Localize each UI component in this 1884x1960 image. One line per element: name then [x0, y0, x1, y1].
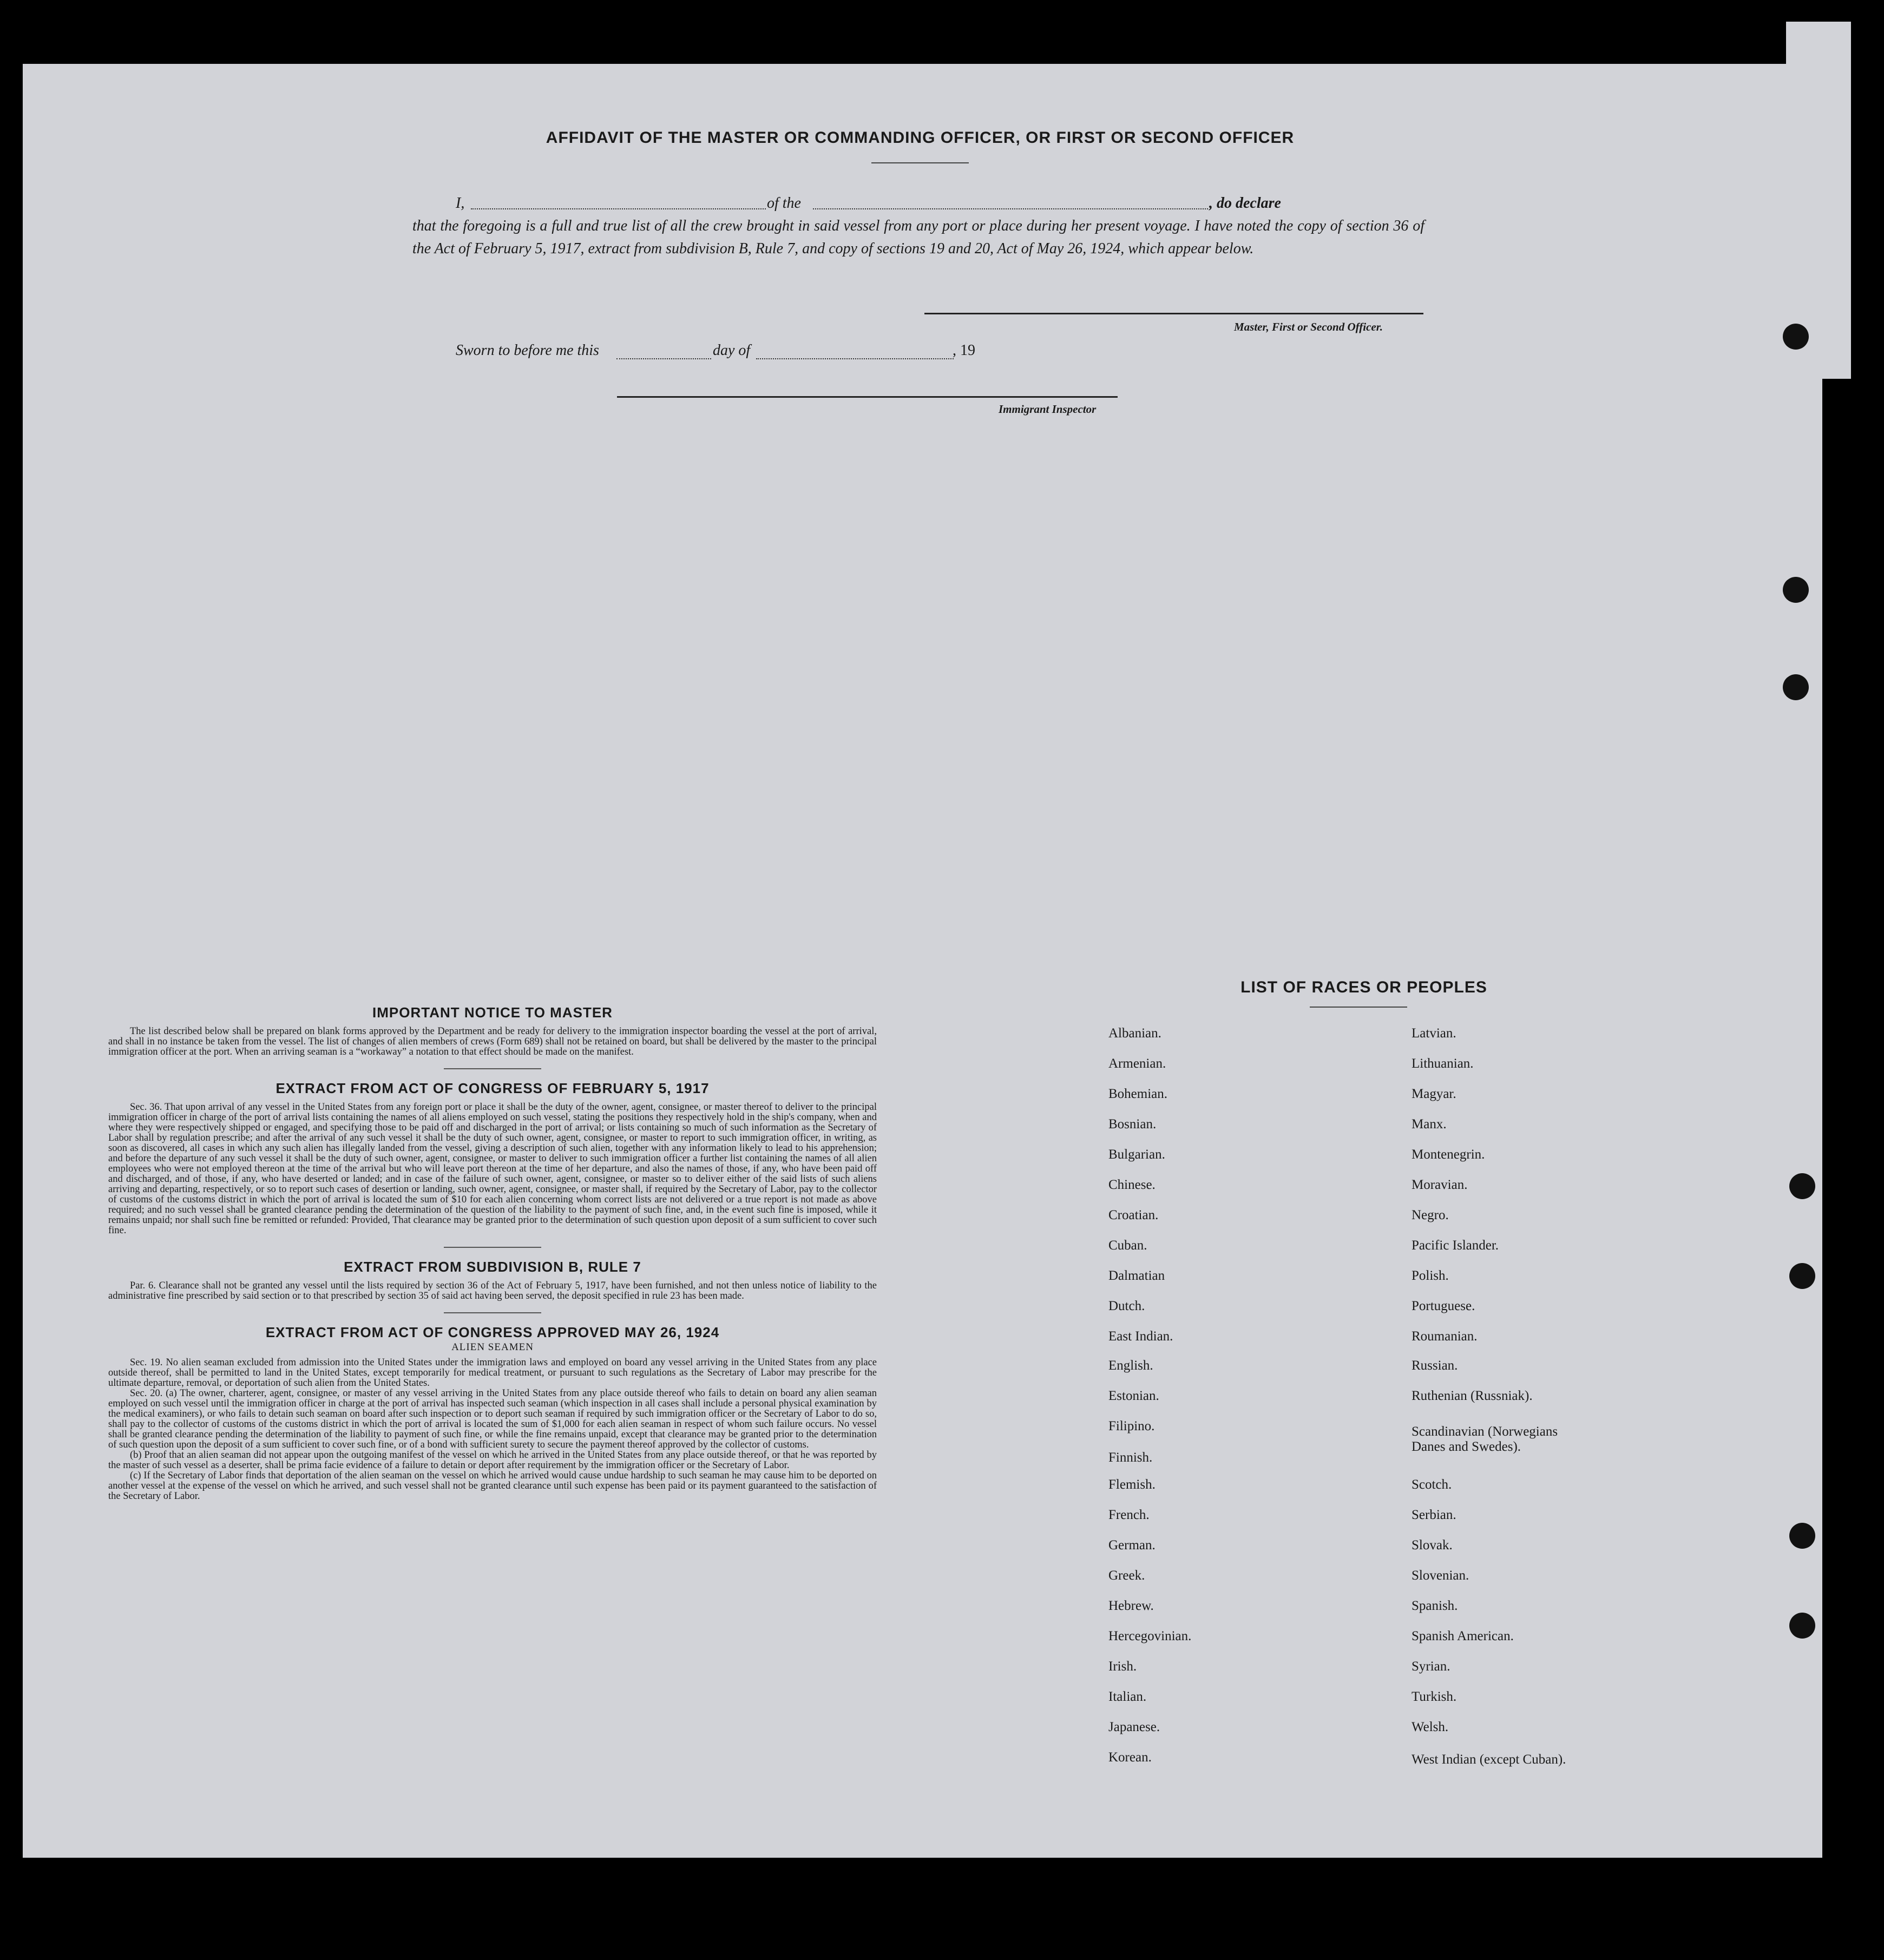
sec20b-text: (b) Proof that an alien seaman did not appear upon the outgoing manifest of the vessel on which he arrived in the United States from any place outside thereof, or that he was reported by the master of such vessel as a deserter, shall be prima facie evidence of a failure to detain or deport after requirement by the immigration officer or the Secretary of Labor. — [108, 1450, 877, 1471]
race-item: West Indian (except Cuban). — [1412, 1752, 1566, 1767]
extract-1924-title: EXTRACT FROM ACT OF CONGRESS APPROVED MAY 26, 1924 — [265, 1324, 720, 1340]
declarant-line — [412, 192, 1425, 215]
sec19-text: Sec. 19. No alien seaman excluded from admission into the United States under the immigration laws and employed on board any vessel arriving in the United States from any place outside thereof, shall be permitted to land in the United States, except temporarily for medical treatment, or pursuant to such regulations as the Secretary of Labor may prescribe for the ultimate departure, removal, or deportation of such alien from the United States. — [108, 1357, 877, 1389]
master-caption: Master, First or Second Officer. — [1234, 320, 1383, 333]
legal-notices — [108, 1004, 877, 1502]
race-item: Filipino. — [1108, 1419, 1155, 1433]
binder-hole — [1789, 1173, 1815, 1199]
race-item: Pacific Islander. — [1412, 1238, 1499, 1253]
race-item: Serbian. — [1412, 1508, 1456, 1522]
race-item: Scotch. — [1412, 1477, 1452, 1492]
race-item: Welsh. — [1412, 1720, 1449, 1734]
race-item: Magyar. — [1412, 1087, 1456, 1101]
i-label: I, — [456, 195, 465, 212]
race-item: Spanish American. — [1412, 1629, 1514, 1643]
race-item: Italian. — [1108, 1689, 1147, 1704]
race-item: Dalmatian — [1108, 1268, 1165, 1283]
extract-1917-title: EXTRACT FROM ACT OF CONGRESS OF FEBRUARY 5, 1917 — [275, 1080, 710, 1096]
alien-seamen-subtitle: ALIEN SEAMEN — [451, 1341, 534, 1353]
inspector-signature-line[interactable] — [617, 396, 1118, 398]
sec20c-text: (c) If the Secretary of Labor finds that deportation of the alien seaman on the vessel on which he arrived would cause undue hardship to such seaman he may cause him to be deported on another vessel at the expense of the vessel on which he arrived, and such vessel shall not be granted clearance until such expense has been paid or its payment guaranteed to the satisfaction of the Secretary of Labor. — [108, 1470, 877, 1502]
race-item: Cuban. — [1108, 1238, 1147, 1253]
race-item: Portuguese. — [1412, 1299, 1475, 1313]
race-item: Spanish. — [1412, 1599, 1458, 1613]
day-field[interactable] — [616, 358, 711, 359]
binder-hole — [1783, 324, 1809, 350]
race-item: Moravian. — [1412, 1178, 1468, 1192]
affidavit-title: AFFIDAVIT OF THE MASTER OR COMMANDING OFFICER, OR FIRST OR SECOND OFFICER — [546, 129, 1295, 147]
race-item: Chinese. — [1108, 1178, 1156, 1192]
day-of-label: day of — [713, 342, 751, 359]
race-item: Flemish. — [1108, 1477, 1156, 1492]
race-item: Latvian. — [1412, 1026, 1456, 1041]
race-item: Slovenian. — [1412, 1568, 1469, 1583]
race-item: East Indian. — [1108, 1329, 1173, 1344]
binder-hole — [1783, 674, 1809, 700]
race-item: Hercegovinian. — [1108, 1629, 1192, 1643]
race-item: Syrian. — [1412, 1659, 1450, 1674]
race-item: Russian. — [1412, 1358, 1458, 1373]
race-item: French. — [1108, 1508, 1150, 1522]
race-item: Bohemian. — [1108, 1087, 1168, 1101]
title-divider — [871, 162, 969, 163]
race-item: Finnish. — [1108, 1450, 1153, 1465]
extract-rule7-text: Par. 6. Clearance shall not be granted any vessel until the lists required by section 36 of the Act of February 5, 1917, have been furnished, and not then unless notice of liability to the administrative fine prescribed by said section or to that prescribed by section 35 of said act having been served, the deposit specified in rule 23 has been made. — [108, 1280, 877, 1301]
month-field[interactable] — [756, 358, 954, 359]
race-item: Korean. — [1108, 1750, 1152, 1765]
race-item: Albanian. — [1108, 1026, 1161, 1041]
master-signature-line[interactable] — [924, 313, 1423, 314]
extract-1917-text: Sec. 36. That upon arrival of any vessel in the United States from any foreign port or place it shall be the duty of the owner, agent, consignee, or master thereof to deliver to the principal immigration officer in charge of the port of arrival lists containing the names of all aliens employed on such vessel, stating the positions they respectively hold in the ship's company, when and where they were respectively shipped or engaged, and specifying those to be paid off and discharged in the port of arrival; or lists containing so much of such information as the Secretary of Labor shall by regulation prescribe; and after the arrival of any such vessel it shall be the duty of such owner, agent, consignee, or master to report to such immigration officer, in writing, as soon as discovered, all cases in which any such alien has illegally landed from the vessel, giving a description of such alien, together with any information likely to lead to his apprehension; and before the departure of any such vessel it shall be the duty of such owner, agent, consignee, or master to deliver to such immigration officer a further list containing the names of all alien employees who were not employed thereon at the time of the arrival but who will leave port thereon at the time of her departure, and also the names of those, if any, who have been paid off and discharged, and of those, if any, who have deserted or landed; and in case of the failure of such owner, agent, consignee, or master so to deliver either of the said lists of such aliens arriving and departing, respectively, or so to report such cases of desertion or landing, such owner, agent, consignee, or master shall, if required by the Secretary of Labor, pay to the collector of customs of the customs district in which the port of arrival is located the sum of $10 for each alien concerning whom correct lists are not delivered or a true report is not made as above required; and no such vessel shall be granted clearance pending the determination of the question of the liability to the payment of such fine, and, in the event such fine is imposed, while it remains unpaid; nor shall such fine be remitted or refunded: Provided, That clearance may be granted prior to the determination of such question upon deposit of a sum sufficient to cover such fine. — [108, 1102, 877, 1236]
race-item: German. — [1108, 1538, 1156, 1553]
year-prefix: , 19 — [953, 342, 975, 359]
race-item: Japanese. — [1108, 1720, 1160, 1734]
inspector-caption: Immigrant Inspector — [999, 403, 1097, 416]
vessel-field[interactable] — [813, 208, 1208, 209]
race-item: Armenian. — [1108, 1056, 1166, 1071]
extract-rule7-title: EXTRACT FROM SUBDIVISION B, RULE 7 — [344, 1259, 641, 1275]
race-item: Lithuanian. — [1412, 1056, 1474, 1071]
race-item: Slovak. — [1412, 1538, 1453, 1553]
race-item: Irish. — [1108, 1659, 1137, 1674]
document-page — [23, 64, 1822, 1858]
race-item: Bulgarian. — [1108, 1147, 1165, 1162]
binder-hole — [1789, 1613, 1815, 1639]
divider — [444, 1247, 541, 1248]
sec20a-text: Sec. 20. (a) The owner, charterer, agent, consignee, or master of any vessel arriving in the United States from any place outside thereof who fails to detain on board any alien seaman employed on such vessel until the immigration officer in charge at the port of arrival has inspected such seaman (which inspection in all cases shall include a personal physical examination by the medical examiners), or who fails to detain such seaman on board after such inspection or to deport such seaman if required by such immigration officer or the Secretary of Labor to do so, shall pay to the collector of customs of the customs district in which the port of arrival is located the sum of $1,000 for each alien seaman in respect of whom such failure occurs. No vessel shall be granted clearance pending the determination of the liability to payment of such fine, or while the fine remains unpaid, except that clearance may be granted prior to the determination of such question upon the deposit of a sum sufficient to cover such fine, or of a bond with sufficient surety to secure the payment thereof approved by the collector of customs. — [108, 1388, 877, 1450]
races-title: LIST OF RACES OR PEOPLES — [1240, 978, 1487, 996]
sworn-line — [456, 342, 1105, 364]
of-the-label: of the — [767, 195, 801, 212]
race-item: Greek. — [1108, 1568, 1145, 1583]
binder-hole — [1783, 577, 1809, 603]
race-item: Dutch. — [1108, 1299, 1145, 1313]
notice-title: IMPORTANT NOTICE TO MASTER — [372, 1004, 613, 1021]
binder-hole — [1789, 1263, 1815, 1289]
race-item: Ruthenian (Russniak). — [1412, 1389, 1533, 1403]
race-item: Montenegrin. — [1412, 1147, 1485, 1162]
race-item: Roumanian. — [1412, 1329, 1478, 1344]
race-item: Scandinavian (Norwegians Danes and Swedes). — [1412, 1424, 1558, 1454]
races-divider — [1310, 1007, 1407, 1008]
divider — [444, 1068, 541, 1069]
race-item: Negro. — [1412, 1208, 1449, 1222]
affidavit-block — [412, 192, 1425, 260]
race-item: Manx. — [1412, 1117, 1447, 1132]
race-item: English. — [1108, 1358, 1153, 1373]
race-item: Estonian. — [1108, 1389, 1159, 1403]
name-field[interactable] — [471, 208, 766, 209]
race-item: Polish. — [1412, 1268, 1449, 1283]
declaration-text: that the foregoing is a full and true list of all the crew brought in said vessel from any port or place during her present voyage. I have noted the copy of section 36 of the Act of February 5, 1917, extract from subdivision B, Rule 7, and copy of sections 19 and 20, Act of May 26, 1924, which appear below. — [412, 218, 1425, 257]
race-item: Bosnian. — [1108, 1117, 1157, 1132]
race-item: Croatian. — [1108, 1208, 1159, 1222]
race-item: Turkish. — [1412, 1689, 1457, 1704]
notice-text: The list described below shall be prepared on blank forms approved by the Department and be ready for delivery to the immigration inspector boarding the vessel at the port of arrival, and shall in no instance be taken from the vessel. The list of changes of alien members of crews (Form 689) shall not be retained on board, but shall be delivered by the master to the principal immigration officer at the port. When an arriving seaman is a “workaway” a notation to that effect should be made on the manifest. — [108, 1026, 877, 1057]
race-item: Hebrew. — [1108, 1599, 1154, 1613]
divider — [444, 1312, 541, 1313]
binder-hole — [1789, 1523, 1815, 1549]
do-declare-label: , do declare — [1209, 195, 1281, 212]
sworn-label: Sworn to before me this — [456, 342, 599, 359]
